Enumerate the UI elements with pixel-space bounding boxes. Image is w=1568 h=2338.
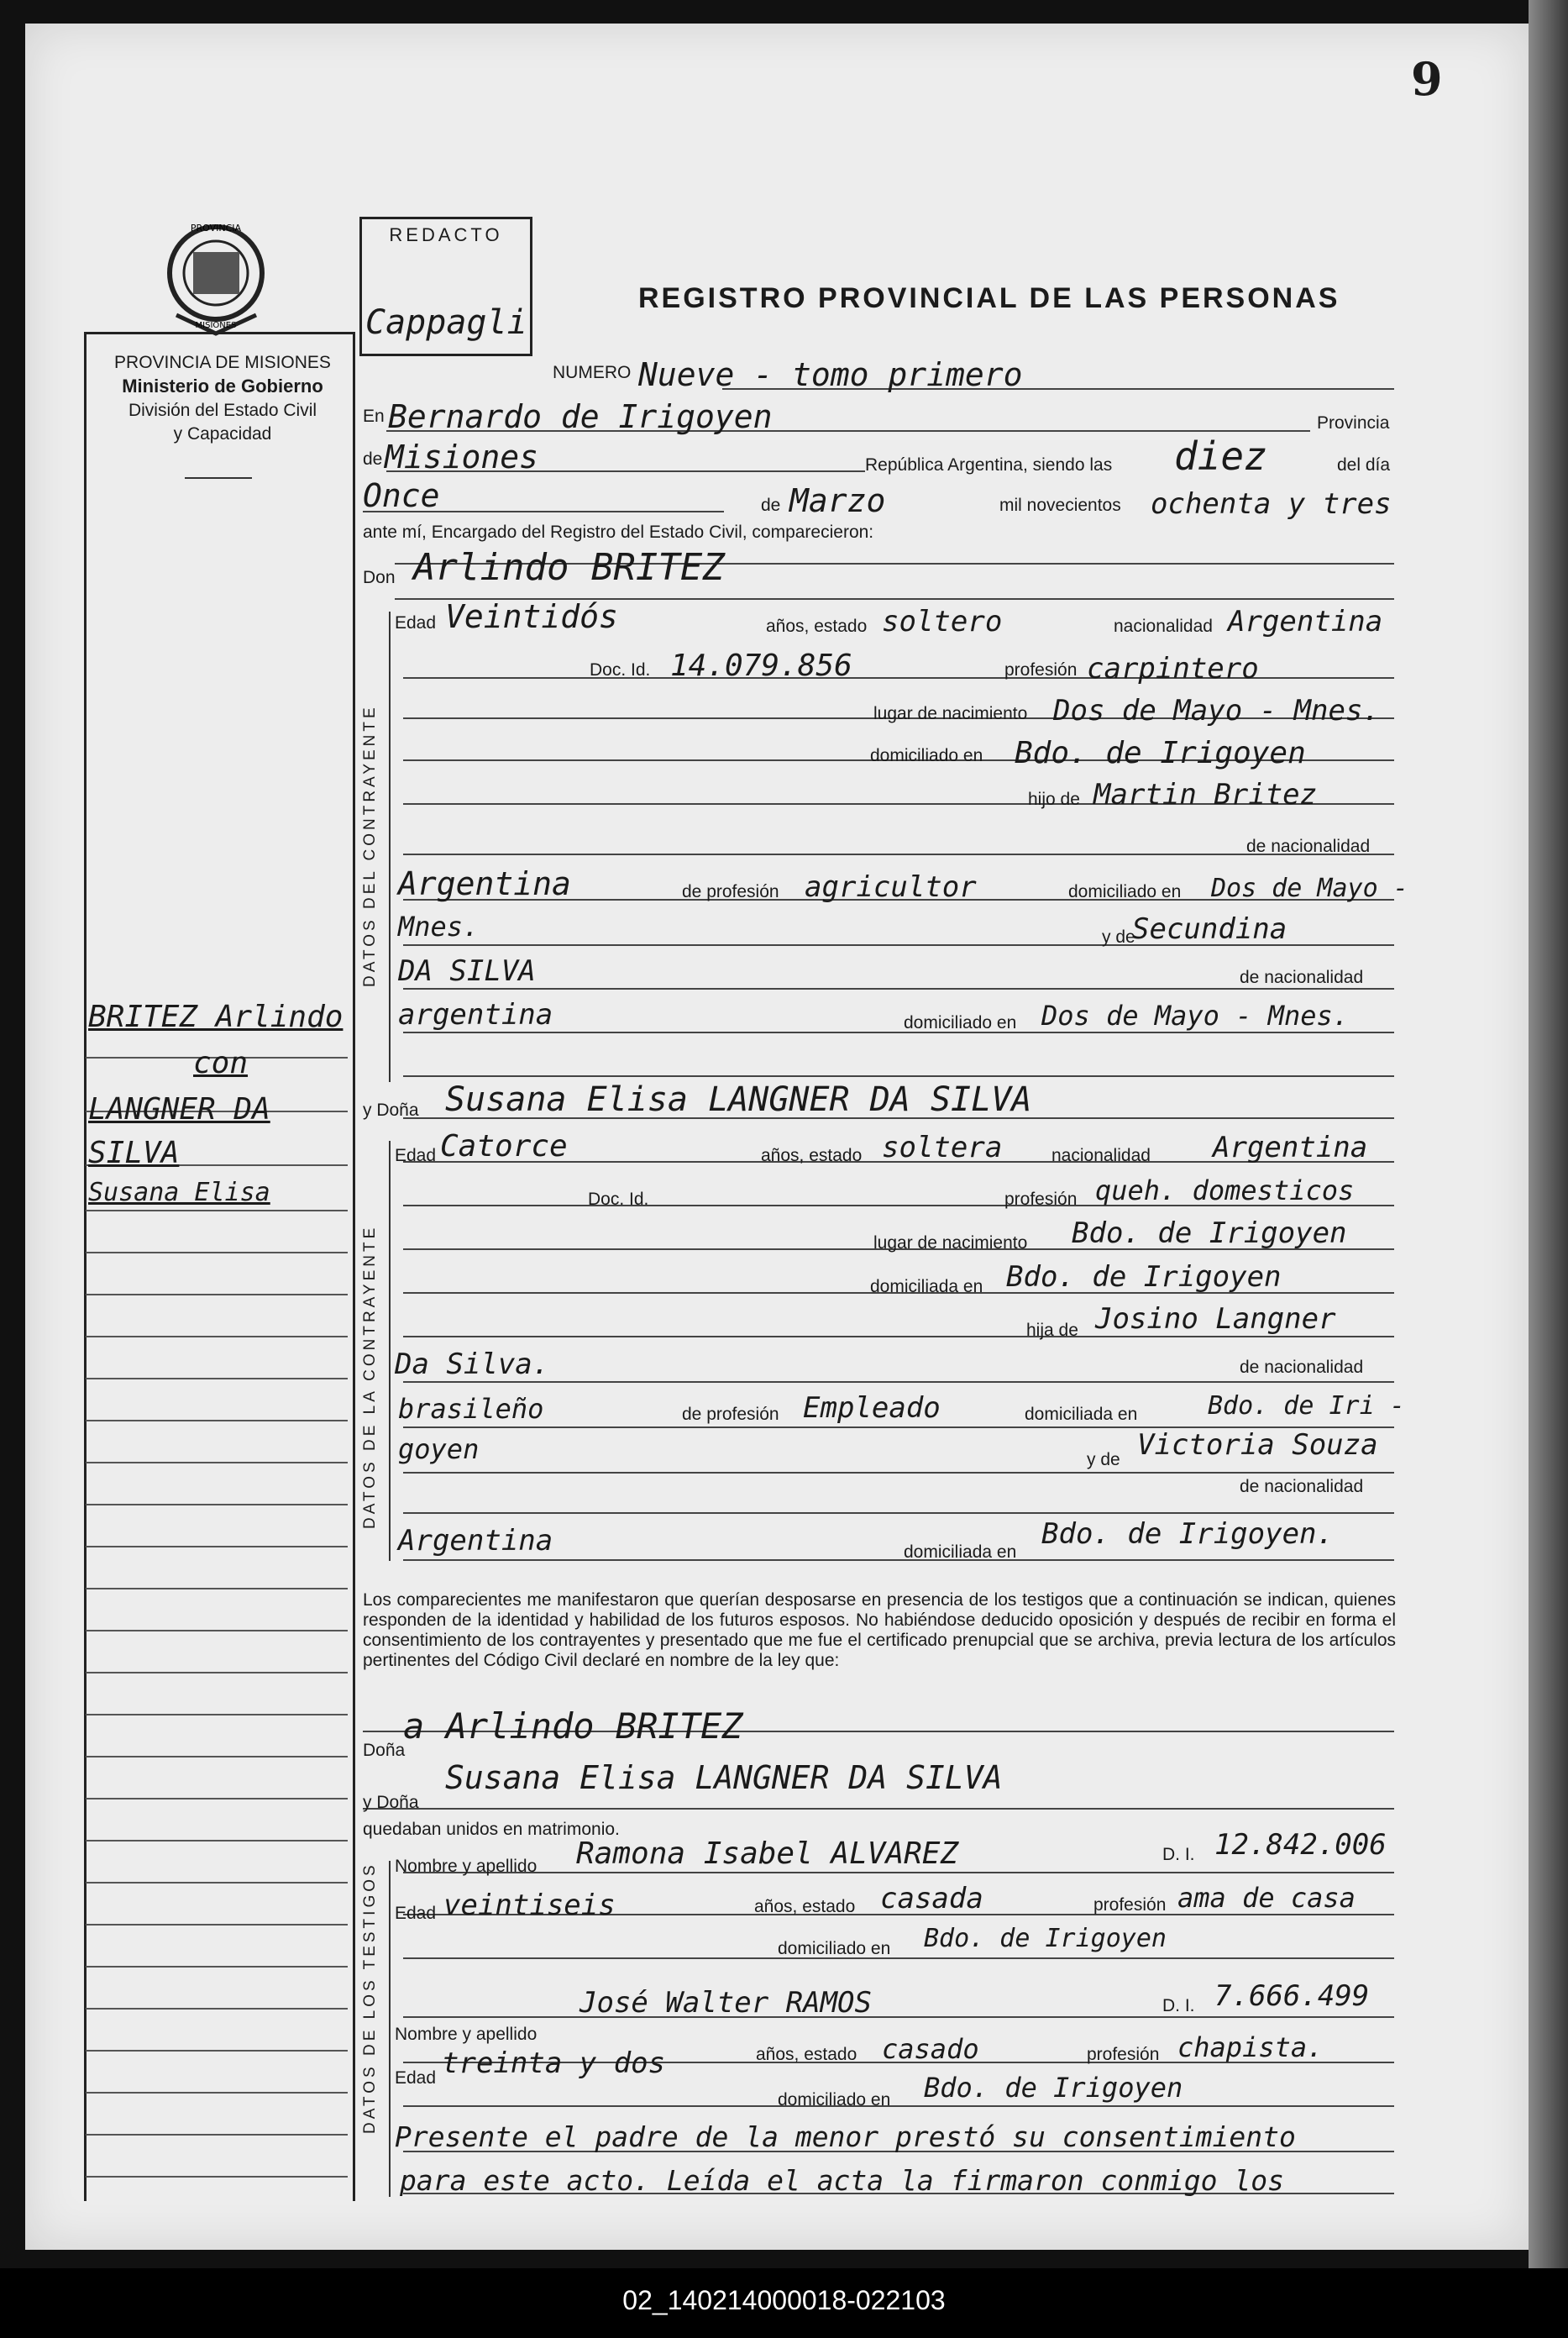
contrayente-estado: soltero	[882, 605, 1003, 638]
label-republica: República Argentina, siendo las	[865, 455, 1113, 475]
margin-rule	[86, 2008, 348, 2010]
field-line	[403, 854, 1394, 855]
redacto-label: REDACTO	[389, 224, 503, 245]
ministry-line: Ministerio de Gobierno	[122, 376, 323, 397]
testigo-1-estado: casada	[880, 1882, 983, 1915]
label-lugar-nac: lugar de nacimiento	[873, 704, 1028, 723]
label-de-nacionalidad: de nacionalidad	[1240, 1358, 1364, 1377]
contrayente-madre-2: DA SILVA	[398, 954, 536, 988]
margin-rule	[86, 1966, 348, 1968]
label-domiciliada-en: domiciliada en	[904, 1542, 1017, 1562]
testigo-2-estado: casado	[882, 2033, 979, 2065]
label-de: de	[363, 449, 383, 469]
label-domiciliada-en: domiciliada en	[1025, 1405, 1138, 1424]
label-de-nacionalidad: de nacionalidad	[1240, 968, 1364, 987]
side-label-testigos: DATOS DE LOS TESTIGOS	[361, 1862, 379, 2134]
contrayenta-madre-domicilio: Bdo. de Irigoyen.	[1041, 1517, 1334, 1551]
label-anos-estado: años, estado	[766, 617, 868, 636]
label-nombre-apellido: Nombre y apellido	[395, 1857, 538, 1876]
label-nacionalidad: nacionalidad	[1114, 617, 1213, 636]
margin-rule	[86, 1714, 348, 1715]
page-number: 9	[1411, 52, 1443, 106]
acta-anio: ochenta y tres	[1151, 487, 1392, 521]
label-domiciliado-en: domiciliado en	[904, 1013, 1017, 1032]
field-line	[403, 1472, 1394, 1474]
field-line	[403, 1336, 1394, 1337]
label-y-de: y de	[1087, 1450, 1120, 1469]
capacity-line: y Capacidad	[173, 424, 272, 444]
label-domiciliado-en: domiciliado en	[778, 1939, 891, 1958]
nota-line: para este acto. Leída el acta la firmaron conmigo los	[400, 2164, 1284, 2197]
testigo-2-domicilio: Bdo. de Irigoyen	[924, 2072, 1183, 2104]
margin-rule	[86, 2050, 348, 2052]
label-anos-estado: años, estado	[756, 2045, 857, 2064]
field-line	[403, 1075, 1394, 1077]
contrayente-padre-profesion: agricultor	[805, 870, 977, 904]
label-domiciliado-en: domiciliado en	[778, 2090, 891, 2109]
margin-rule	[86, 2092, 348, 2094]
label-de-nacionalidad: de nacionalidad	[1240, 1477, 1364, 1496]
seal-text-top: PROVINCIA	[190, 223, 242, 234]
label-domiciliado-en: domiciliado en	[870, 746, 983, 765]
margin-rule	[86, 1462, 348, 1463]
seal-text-bottom: MISIONES	[195, 321, 237, 330]
contrayenta-padre-profesion: Empleado	[803, 1391, 941, 1425]
province-line: PROVINCIA DE MISIONES	[114, 353, 331, 372]
field-line	[403, 1512, 1394, 1514]
label-domiciliada-en: domiciliada en	[870, 1277, 983, 1296]
label-edad: Edad	[395, 1904, 437, 1923]
contrayente-edad: Veintidós	[445, 598, 618, 635]
label-del-dia: del día	[1337, 455, 1391, 475]
margin-rule	[86, 1672, 348, 1673]
contrayenta-lugar-nacimiento: Bdo. de Irigoyen	[1072, 1216, 1347, 1250]
margin-rule	[86, 1336, 348, 1337]
label-anos-estado: años, estado	[761, 1146, 863, 1165]
top-border	[84, 332, 353, 334]
contrayente-lugar-nacimiento: Dos de Mayo - Mnes.	[1053, 694, 1380, 728]
label-provincia: Provincia	[1317, 413, 1390, 433]
contrayente-bracket	[389, 612, 391, 1082]
contrayenta-padre-2: Da Silva.	[395, 1348, 550, 1381]
label-de-profesion: de profesión	[682, 882, 779, 901]
margin-rule	[86, 1924, 348, 1926]
field-line	[403, 2105, 1394, 2107]
label-profesion: profesión	[1093, 1895, 1167, 1915]
testigo-2-di: 7.666.499	[1214, 1979, 1370, 2013]
testigo-1-domicilio: Bdo. de Irigoyen	[924, 1924, 1167, 1953]
divider	[185, 477, 252, 479]
margin-rule	[86, 1504, 348, 1505]
label-don: Don	[363, 568, 396, 587]
acta-hora: diez	[1174, 433, 1267, 479]
side-label-contrayente: DATOS DEL CONTRAYENTE	[361, 704, 379, 987]
contrayente-nombre: Arlindo BRITEZ	[413, 546, 725, 589]
label-nacionalidad: nacionalidad	[1051, 1146, 1151, 1165]
footer-code: 02_140214000018-022103	[622, 2285, 946, 2315]
margin-rule	[86, 1798, 348, 1799]
contrayente-nacionalidad: Argentina	[1228, 605, 1383, 638]
label-edad: Edad	[395, 613, 437, 633]
margin-rule	[86, 1588, 348, 1589]
contrayenta-padre: Josino Langner	[1095, 1302, 1336, 1336]
label-de-mes: de	[761, 496, 781, 515]
redacto-box	[359, 217, 532, 356]
acta-mes: Marzo	[789, 482, 886, 519]
testigo-1-profesion: ama de casa	[1177, 1882, 1356, 1914]
contrayente-madre-nacionalidad: argentina	[398, 998, 553, 1032]
label-profesion: profesión	[1004, 1190, 1078, 1209]
margin-rule	[86, 1294, 348, 1295]
contrayente-doc: 14.079.856	[670, 649, 852, 683]
contrayenta-madre: Victoria Souza	[1137, 1428, 1378, 1462]
contrayenta-nacionalidad: Argentina	[1213, 1131, 1368, 1164]
margin-note-line: LANGNER DA	[88, 1092, 270, 1127]
label-hija-de: hija de	[1026, 1321, 1078, 1340]
book-spine	[1529, 0, 1568, 2268]
label-hijo-de: hijo de	[1028, 790, 1080, 809]
margin-rule	[86, 1630, 348, 1631]
nota-line: Presente el padre de la menor prestó su consentimiento	[395, 2120, 1296, 2153]
label-ante-mi: ante mí, Encargado del Registro del Estado Civil, comparecieron:	[363, 523, 874, 542]
label-y-de: y de	[1102, 927, 1135, 947]
contrayenta-nombre: Susana Elisa LANGNER DA SILVA	[445, 1080, 1032, 1119]
testigo-2-edad: treinta y dos	[442, 2046, 666, 2080]
label-quedaban: quedaban unidos en matrimonio.	[363, 1820, 620, 1839]
label-anos-estado: años, estado	[754, 1897, 856, 1916]
field-line	[363, 1808, 1394, 1810]
field-line	[403, 1957, 1394, 1959]
label-de-profesion: de profesión	[682, 1405, 779, 1424]
label-nombre-apellido: Nombre y apellido	[395, 2025, 538, 2044]
field-line	[403, 988, 1394, 990]
label-profesion: profesión	[1004, 660, 1078, 680]
margin-note-line: SILVA	[88, 1136, 180, 1170]
margin-rule	[86, 2134, 348, 2136]
testigo-2-nombre: José Walter RAMOS	[579, 1986, 872, 2020]
margin-rule	[86, 1546, 348, 1547]
label-di: D. I.	[1162, 1845, 1195, 1864]
testigo-1-nombre: Ramona Isabel ALVAREZ	[576, 1836, 959, 1871]
footer-bar	[0, 2268, 1568, 2338]
contrayenta-padre-nacionalidad: brasileño	[398, 1393, 544, 1425]
label-de-nacionalidad: de nacionalidad	[1246, 837, 1371, 856]
margin-rule	[86, 1840, 348, 1842]
province-block	[80, 351, 365, 446]
label-edad: Edad	[395, 1146, 437, 1165]
declaracion-don: a Arlindo BRITEZ	[403, 1705, 743, 1747]
margin-rule	[86, 2176, 348, 2178]
contrayenta-padre-domicilio-2: goyen	[398, 1433, 480, 1465]
contrayenta-bracket	[389, 1141, 391, 1561]
field-line	[403, 1032, 1394, 1033]
margin-rule	[86, 1210, 348, 1211]
acta-en: Bernardo de Irigoyen	[388, 398, 773, 435]
legal-paragraph: Los comparecientes me manifestaron que querían desposarse en presencia de los testigos que a continuación se indican, quienes responden de la identidad y habilidad de los futuros esposos. No habiéndose deducido oposición y después de recibir en forma el consentimiento de los contrayentes y presentado que me fue el certificado prenupcial que se archiva, previa lectura de los artículos pertinentes del Código Civil declaré en nombre de la ley que:	[363, 1590, 1396, 1670]
contrayenta-domicilio: Bdo. de Irigoyen	[1006, 1260, 1282, 1294]
division-line: División del Estado Civil	[128, 401, 317, 420]
margin-note-line: Susana Elisa	[88, 1178, 270, 1207]
declaracion-dona: Susana Elisa LANGNER DA SILVA	[445, 1759, 1003, 1796]
contrayente-padre: Martin Britez	[1093, 778, 1318, 812]
margin-rule	[86, 1252, 348, 1253]
side-label-contrayenta: DATOS DE LA CONTRAYENTE	[361, 1224, 379, 1529]
left-margin-border	[84, 332, 87, 2201]
acta-numero: Nueve - tomo primero	[638, 356, 1023, 393]
page-title: REGISTRO PROVINCIAL DE LAS PERSONAS	[638, 282, 1340, 314]
contrayente-profesion: carpintero	[1087, 652, 1259, 686]
contrayenta-madre-nacionalidad: Argentina	[398, 1524, 553, 1558]
contrayente-madre-domicilio: Dos de Mayo - Mnes.	[1041, 1000, 1350, 1032]
acta-provincia: Misiones	[385, 439, 539, 475]
label-edad: Edad	[395, 2068, 437, 2088]
label-y-dona: y Doña	[363, 1793, 419, 1812]
contrayenta-edad: Catorce	[440, 1129, 568, 1164]
label-y-dona: y Doña	[363, 1101, 419, 1120]
redacto-signature: Cappagli	[365, 303, 527, 342]
field-line	[403, 1381, 1394, 1383]
margin-rule	[86, 1378, 348, 1379]
testigo-1-di: 12.842.006	[1214, 1828, 1387, 1862]
label-en: En	[363, 407, 385, 426]
label-mil-novecientos: mil novecientos	[999, 496, 1121, 515]
contrayenta-padre-domicilio: Bdo. de Iri -	[1208, 1391, 1405, 1421]
contrayente-padre-domicilio-2: Mnes.	[398, 911, 480, 943]
label-dona: Doña	[363, 1741, 406, 1760]
label-numero: NUMERO	[553, 363, 632, 382]
label-domiciliado-en: domiciliado en	[1068, 882, 1182, 901]
margin-rule	[86, 1882, 348, 1884]
label-doc-id: Doc. Id.	[588, 1190, 649, 1209]
label-di: D. I.	[1162, 1996, 1195, 2015]
label-doc-id: Doc. Id.	[590, 660, 651, 680]
form-left-border	[353, 332, 355, 2201]
field-line	[403, 2016, 1394, 2018]
testigos-bracket	[389, 1861, 391, 2197]
label-profesion: profesión	[1087, 2045, 1160, 2064]
margin-note-line: BRITEZ Arlindo	[88, 1000, 343, 1034]
contrayente-padre-nacionalidad: Argentina	[398, 865, 571, 902]
field-line	[403, 1559, 1394, 1561]
contrayenta-estado: soltera	[882, 1131, 1003, 1164]
contrayente-domicilio: Bdo. de Irigoyen	[1015, 736, 1306, 770]
field-line	[403, 1872, 1394, 1873]
margin-rule	[86, 1756, 348, 1757]
acta-dia: Once	[363, 477, 440, 514]
contrayenta-profesion: queh. domesticos	[1095, 1174, 1355, 1206]
seal-icon	[160, 214, 273, 340]
testigo-2-profesion: chapista.	[1177, 2031, 1324, 2063]
testigo-1-edad: veintiseis	[443, 1889, 616, 1922]
contrayente-madre: Secundina	[1132, 912, 1287, 946]
margin-rule	[86, 1420, 348, 1421]
margin-note-line: con	[193, 1046, 249, 1080]
label-lugar-nac: lugar de nacimiento	[873, 1233, 1028, 1253]
contrayente-padre-domicilio: Dos de Mayo -	[1211, 874, 1408, 903]
